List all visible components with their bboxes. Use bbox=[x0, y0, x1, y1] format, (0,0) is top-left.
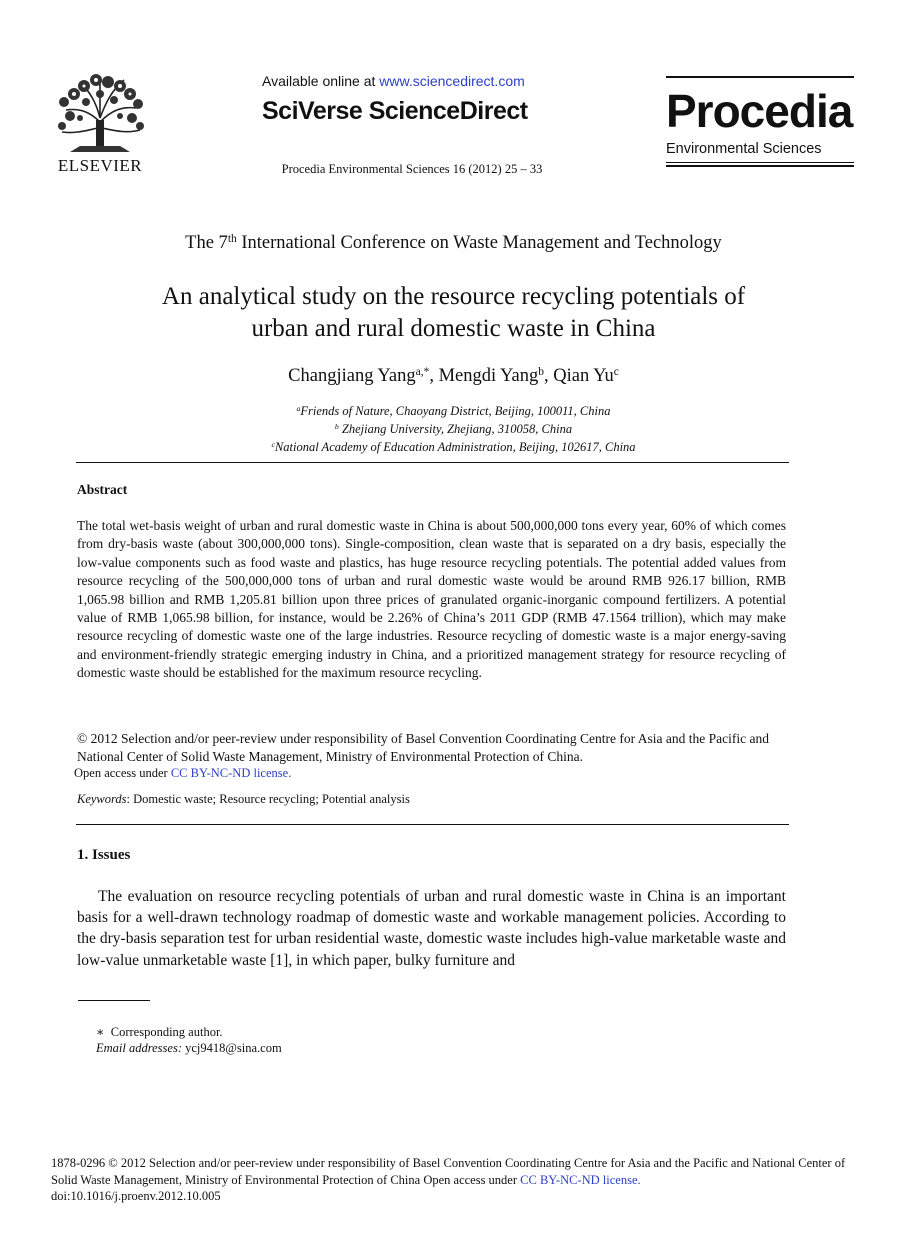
email-label: Email addresses: bbox=[96, 1041, 182, 1055]
paragraph: The evaluation on resource recycling potentials of urban and rural domestic waste in China is an important basis for a well-drawn technology roadmap of domestic waste and workable management policies. According to the dry-basis separation test for urban residential waste, domestic waste includes high-value marketable waste and low-value unmarketable waste [1], in which paper, bulky furniture and bbox=[77, 888, 786, 969]
paper-title-line: An analytical study on the resource recycling potentials of bbox=[161, 283, 746, 310]
corresponding-author-note bbox=[96, 1024, 223, 1040]
copyright-notice: © 2012 Selection and/or peer-review under responsibility of Basel Convention Coordinating Centre for Asia and the Pacific and National Center of Solid Waste Management, Ministry of Environmental Protection of China. bbox=[77, 731, 769, 765]
author-list bbox=[60, 366, 847, 387]
affiliation-text: Friends of Nature, Chaoyang District, Beijing, 100011, China bbox=[300, 404, 611, 418]
abstract-heading: Abstract bbox=[77, 482, 128, 497]
footnote-text: Corresponding author. bbox=[110, 1025, 223, 1039]
journal-brand: Procedia bbox=[666, 85, 853, 137]
conference-name bbox=[60, 233, 847, 254]
footnote-rule bbox=[78, 1000, 150, 1001]
author-affil-mark: c bbox=[613, 365, 619, 378]
author-name: Changjiang Yang bbox=[288, 366, 416, 386]
email-note bbox=[96, 1041, 282, 1056]
affiliation-text: Zhejiang University, Zhejiang, 310058, China bbox=[338, 422, 573, 436]
paper-title-line: urban and rural domestic waste in China bbox=[251, 315, 656, 342]
section-body bbox=[77, 886, 786, 971]
open-access-notice bbox=[74, 766, 291, 781]
brand-bottom-rule-2 bbox=[666, 165, 854, 167]
page-footer bbox=[51, 1155, 861, 1205]
open-access-label: Open access under bbox=[74, 766, 171, 780]
keywords-label: Keywords bbox=[77, 792, 127, 806]
journal-brand-block bbox=[666, 76, 854, 167]
author-affil-mark: a,* bbox=[415, 365, 430, 378]
affiliation-mark: a bbox=[296, 403, 301, 413]
affiliation bbox=[60, 439, 847, 457]
affiliation bbox=[60, 403, 847, 421]
brand-top-rule bbox=[666, 76, 854, 78]
author-name: Qian Yu bbox=[553, 366, 614, 386]
author-separator: , bbox=[544, 366, 554, 386]
journal-subtitle: Environmental Sciences bbox=[666, 141, 822, 157]
doi: doi:10.1016/j.proenv.2012.10.005 bbox=[51, 1189, 221, 1203]
abstract-body: The total wet-basis weight of urban and rural domestic waste in China is about 500,000,000 tons every year, 60% of which comes from dry-basis waste (about 300,000,000 tons). Single-composition, clean waste that is separated on a dry basis, especially the low-value components such as food waste and plastics, has huge resource recycling potentials. The potential added values from resource recycling of the 500,000,000 tons of urban and rural domestic waste would be around RMB 926.17 billion, RMB 1,065.98 billion and RMB 1,205.81 billion upon three prices of granulated organic-inorganic compound fertilizers. A potential value of RMB 1,065.98 billion, for instance, would be 2.26% of China’s 2011 GDP (RMB 47.1564 trillion), which may make resource recycling of domestic waste one of the large industries. Resource recycling of domestic waste is a major energy-saving and environment-friendly strategic emerging industry in China, and a prioritized management strategy for resource recycling of domestic waste should be established for the maximum resource recycling. bbox=[77, 518, 786, 681]
section-heading: 1. Issues bbox=[77, 847, 131, 863]
affiliations bbox=[60, 403, 847, 457]
email-value: ycj9418@sina.com bbox=[185, 1041, 282, 1055]
sciencedirect-link[interactable]: www.sciencedirect.com bbox=[379, 73, 525, 89]
footer-license-link[interactable]: CC BY-NC-ND license. bbox=[520, 1172, 641, 1187]
journal-citation: Procedia Environmental Sciences 16 (2012) 25 – 33 bbox=[281, 162, 543, 176]
footer-text: 1878-0296 © 2012 Selection and/or peer-review under responsibility of Basel Convention Coordinating Centre for Asia and the Pacific and National Center of Solid Waste Management, Ministry of Environmental Protection of China Open access under bbox=[51, 1156, 846, 1187]
conference-sup: th bbox=[227, 232, 237, 245]
brand-bottom-rule bbox=[666, 162, 854, 163]
keywords-text: : Domestic waste; Resource recycling; Potential analysis bbox=[126, 792, 410, 806]
available-online-label: Available online at bbox=[262, 73, 376, 89]
affiliation bbox=[60, 421, 847, 439]
paper-title bbox=[60, 281, 847, 345]
publisher-name: ELSEVIER bbox=[57, 156, 143, 175]
license-link[interactable]: CC BY-NC-ND license. bbox=[170, 766, 292, 780]
platform-name: SciVerse ScienceDirect bbox=[262, 97, 528, 125]
author-separator: , bbox=[429, 366, 439, 386]
affiliation-mark: c bbox=[271, 439, 275, 449]
affiliation-mark: b bbox=[334, 421, 339, 431]
footnote-marker: ∗ bbox=[96, 1025, 105, 1039]
conference-prefix: The 7 bbox=[185, 233, 228, 253]
keywords bbox=[77, 792, 410, 807]
available-online bbox=[262, 73, 562, 89]
author-name: Mengdi Yang bbox=[438, 366, 539, 386]
divider bbox=[76, 824, 789, 825]
conference-suffix: International Conference on Waste Management and Technology bbox=[236, 233, 722, 253]
author-affil-mark: b bbox=[538, 365, 545, 378]
divider bbox=[76, 462, 789, 463]
affiliation-text: National Academy of Education Administration, Beijing, 102617, China bbox=[274, 440, 636, 454]
